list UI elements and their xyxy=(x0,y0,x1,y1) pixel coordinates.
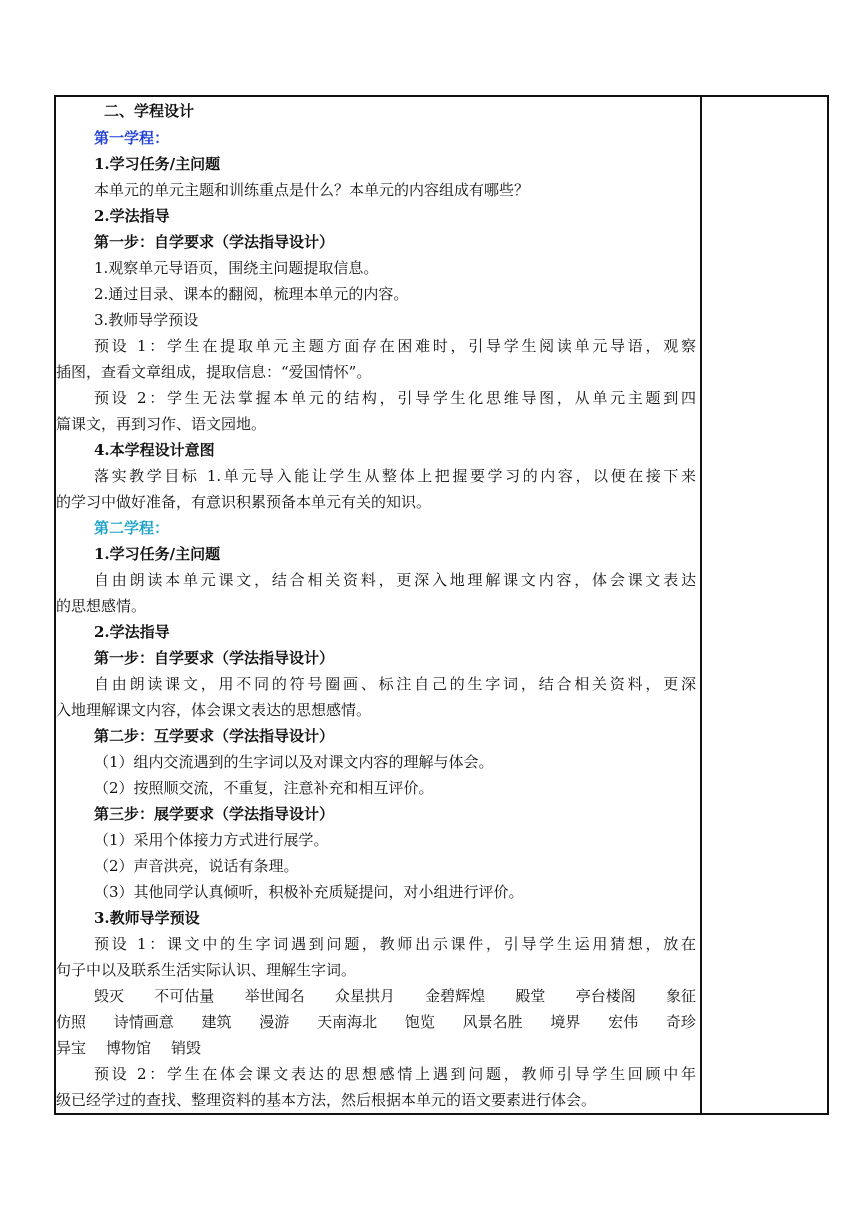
stage1-intent-line2: 的学习中做好准备，有意识积累预备本单元有关的知识。 xyxy=(56,493,432,511)
vocab-word: 奇珍 xyxy=(665,1013,696,1031)
vocab-row-2 xyxy=(56,1012,696,1032)
vocab-word: 仿照 xyxy=(56,1013,87,1031)
vocab-word: 宏伟 xyxy=(608,1013,639,1031)
vocab-word: 风景名胜 xyxy=(462,1013,523,1031)
stage1-method-heading: 2.学法指导 xyxy=(94,207,170,225)
vocab-word: 殿堂 xyxy=(515,987,546,1005)
stage2-title: 第二学程： xyxy=(94,519,170,537)
stage2-method-heading: 2.学法指导 xyxy=(94,623,170,641)
vocab-word: 饱览 xyxy=(404,1013,435,1031)
stage2-step3-item: （1）采用个体接力方式进行展学。 xyxy=(94,831,329,849)
stage2-preset2-line1: 预设 2：学生在体会课文表达的思想感情上遇到问题，教师引导学生回顾中年 xyxy=(94,1065,696,1083)
stage1-preset2-line2: 篇课文，再到习作、语文园地。 xyxy=(56,415,267,433)
column-divider xyxy=(700,97,702,1113)
stage2-step2-item: （2）按照顺交流，不重复，注意补充和相互评价。 xyxy=(94,779,434,797)
stage1-title: 第一学程： xyxy=(94,129,170,147)
stage1-preset2-line1: 预设 2：学生无法掌握本单元的结构，引导学生化思维导图，从单元主题到四 xyxy=(94,389,696,407)
stage2-task-line2: 的思想感情。 xyxy=(56,597,147,615)
vocab-word: 漫游 xyxy=(259,1013,290,1031)
vocab-word: 博物馆 xyxy=(106,1039,152,1057)
stage2-guide-heading: 3.教师导学预设 xyxy=(94,909,200,927)
stage1-task-text: 本单元的单元主题和训练重点是什么？本单元的内容组成有哪些？ xyxy=(94,181,530,199)
vocab-word: 建筑 xyxy=(201,1013,232,1031)
vocab-word: 举世闻名 xyxy=(244,987,305,1005)
stage2-step3-heading: 第三步：展学要求（学法指导设计） xyxy=(94,805,335,823)
stage2-task-line1: 自由朗读本单元课文，结合相关资料，更深入地理解课文内容，体会课文表达 xyxy=(94,571,696,589)
stage2-preset2-line2: 级已经学过的查找、整理资料的基本方法，然后根据本单元的语文要素进行体会。 xyxy=(56,1091,597,1109)
stage2-preset1-line2: 句子中以及联系生活实际认识、理解生字词。 xyxy=(56,961,357,979)
vocab-row-3 xyxy=(56,1038,201,1058)
stage1-step1-item: 3.教师导学预设 xyxy=(94,311,199,329)
vocab-word: 众星拱月 xyxy=(334,987,395,1005)
stage2-preset1-line1: 预设 1：课文中的生字词遇到问题，教师出示课件，引导学生运用猜想，放在 xyxy=(94,935,696,953)
vocab-word: 诗情画意 xyxy=(113,1013,174,1031)
stage2-step1-line1: 自由朗读课文，用不同的符号圈画、标注自己的生字词，结合相关资料，更深 xyxy=(94,675,696,693)
stage2-step3-item: （3）其他同学认真倾听，积极补充质疑提问，对小组进行评价。 xyxy=(94,883,524,901)
vocab-word: 境界 xyxy=(550,1013,581,1031)
vocab-word: 亭台楼阁 xyxy=(575,987,636,1005)
section-title: 二、学程设计 xyxy=(104,102,195,120)
stage1-task-heading: 1.学习任务/主问题 xyxy=(94,155,221,173)
stage2-step1-heading: 第一步：自学要求（学法指导设计） xyxy=(94,649,335,667)
stage1-preset1-line1: 预设 1：学生在提取单元主题方面存在困难时，引导学生阅读单元导语，观察 xyxy=(94,337,696,355)
stage1-step1-heading: 第一步：自学要求（学法指导设计） xyxy=(94,233,335,251)
stage1-intent-line1: 落实教学目标 1.单元导入能让学生从整体上把握要学习的内容，以便在接下来 xyxy=(94,467,696,485)
vocab-word: 象征 xyxy=(665,987,696,1005)
stage1-preset1-line2: 插图，查看文章组成，提取信息：“爱国情怀”。 xyxy=(56,363,372,381)
stage2-task-heading: 1.学习任务/主问题 xyxy=(94,545,221,563)
vocab-row-1 xyxy=(94,986,696,1006)
stage2-step1-line2: 入地理解课文内容，体会课文表达的思想感情。 xyxy=(56,701,372,719)
stage2-step3-item: （2）声音洪亮，说话有条理。 xyxy=(94,857,299,875)
stage2-step2-heading: 第二步：互学要求（学法指导设计） xyxy=(94,727,335,745)
vocab-word: 销毁 xyxy=(171,1039,202,1057)
stage1-intent-heading: 4.本学程设计意图 xyxy=(94,441,215,459)
vocab-word: 不可估量 xyxy=(154,987,215,1005)
stage1-step1-item: 1.观察单元导语页，围绕主问题提取信息。 xyxy=(94,259,379,277)
lesson-table xyxy=(54,95,829,1115)
stage2-step2-item: （1）组内交流遇到的生字词以及对课文内容的理解与体会。 xyxy=(94,753,494,771)
vocab-word: 金碧辉煌 xyxy=(425,987,486,1005)
vocab-word: 毁灭 xyxy=(94,987,125,1005)
vocab-word: 天南海北 xyxy=(317,1013,378,1031)
stage1-step1-item: 2.通过目录、课本的翻阅，梳理本单元的内容。 xyxy=(94,285,409,303)
vocab-word: 异宝 xyxy=(56,1039,87,1057)
